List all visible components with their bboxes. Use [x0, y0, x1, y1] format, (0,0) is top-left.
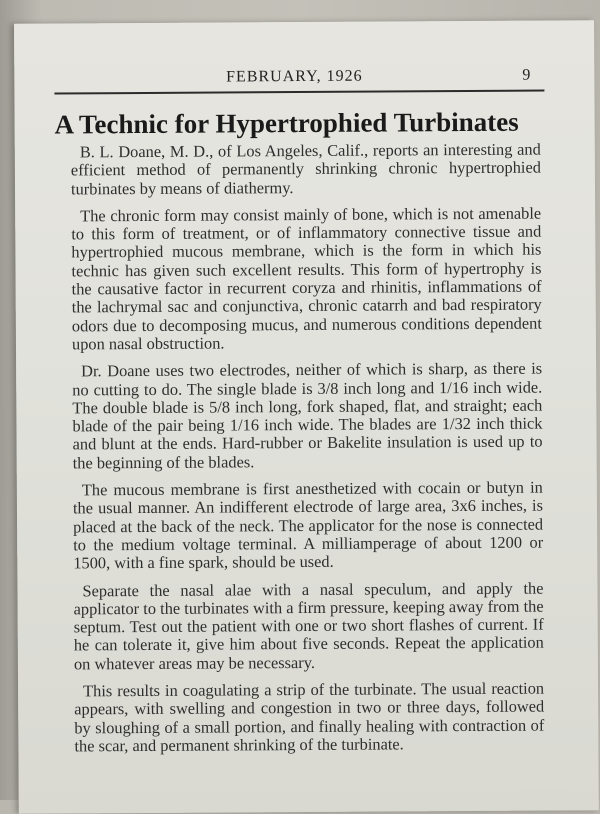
header-rule: [54, 90, 544, 95]
paragraph: Dr. Doane uses two electrodes, neither of which is sharp, as there is no cutting to do. The single blade is 3/8 inch long and 1/16 inch wide. The double blade is 5/8 inch long, fork shaped, flat, and straight; each blade of the pair being 1/16 inch wide. The blades are 1/32 inch thick and blunt at the ends. Hard-rubber or Bakelite insulation is used up to the beginning of the blades.: [72, 358, 543, 473]
paragraph: B. L. Doane, M. D., of Los Angeles, Calif., reports an interesting and efficient method of permanently shrinking chronic hypertrophied turbinates by means of diathermy.: [70, 139, 541, 199]
page-sheet: [14, 20, 599, 814]
running-head: FEBRUARY, 1926: [226, 67, 363, 86]
paragraph: The chronic form may consist mainly of bone, which is not amenable to this form of treatment, or of inflammatory connective tissue and hypertrophied mucous membrane, which is the form in which his technic has given such excellent results. This form of hypertrophy is the causative factor in recurrent coryza and rhinitis, inflammations of the lachrymal sac and conjunctiva, chronic catarrh and bad respiratory odors due to decomposing mucus, and numerous conditions dependent upon nasal obstruction.: [71, 203, 542, 354]
paragraph: The mucous membrane is first anesthetized with cocain or butyn in the usual manner. An indifferent electrode of large area, 3x6 inches, is placed at the back of the neck. The applicator for the nose is connected to the medium voltage terminal. A milliamperage of about 1200 or 1500, with a fine spark, should be used.: [72, 477, 544, 573]
paragraph: Separate the nasal alae with a nasal speculum, and apply the applicator to the turbinates with a firm pressure, keeping away from the septum. Test out the patient with one or two short flashes of current. If he can tolerate it, give him about five seconds. Repeat the application on whatever areas may be necessary.: [73, 578, 544, 674]
paragraph: This results in coagulating a strip of the turbinate. The usual reaction appears, with swelling and congestion in two or three days, followed by sloughing of a small portion, and finally healing with contraction of the scar, and permanent shrinking of the turbinate.: [74, 678, 545, 756]
article-body: [71, 141, 545, 765]
article-title: A Technic for Hypertrophied Turbinates: [54, 106, 519, 140]
page-number: 9: [522, 66, 531, 84]
